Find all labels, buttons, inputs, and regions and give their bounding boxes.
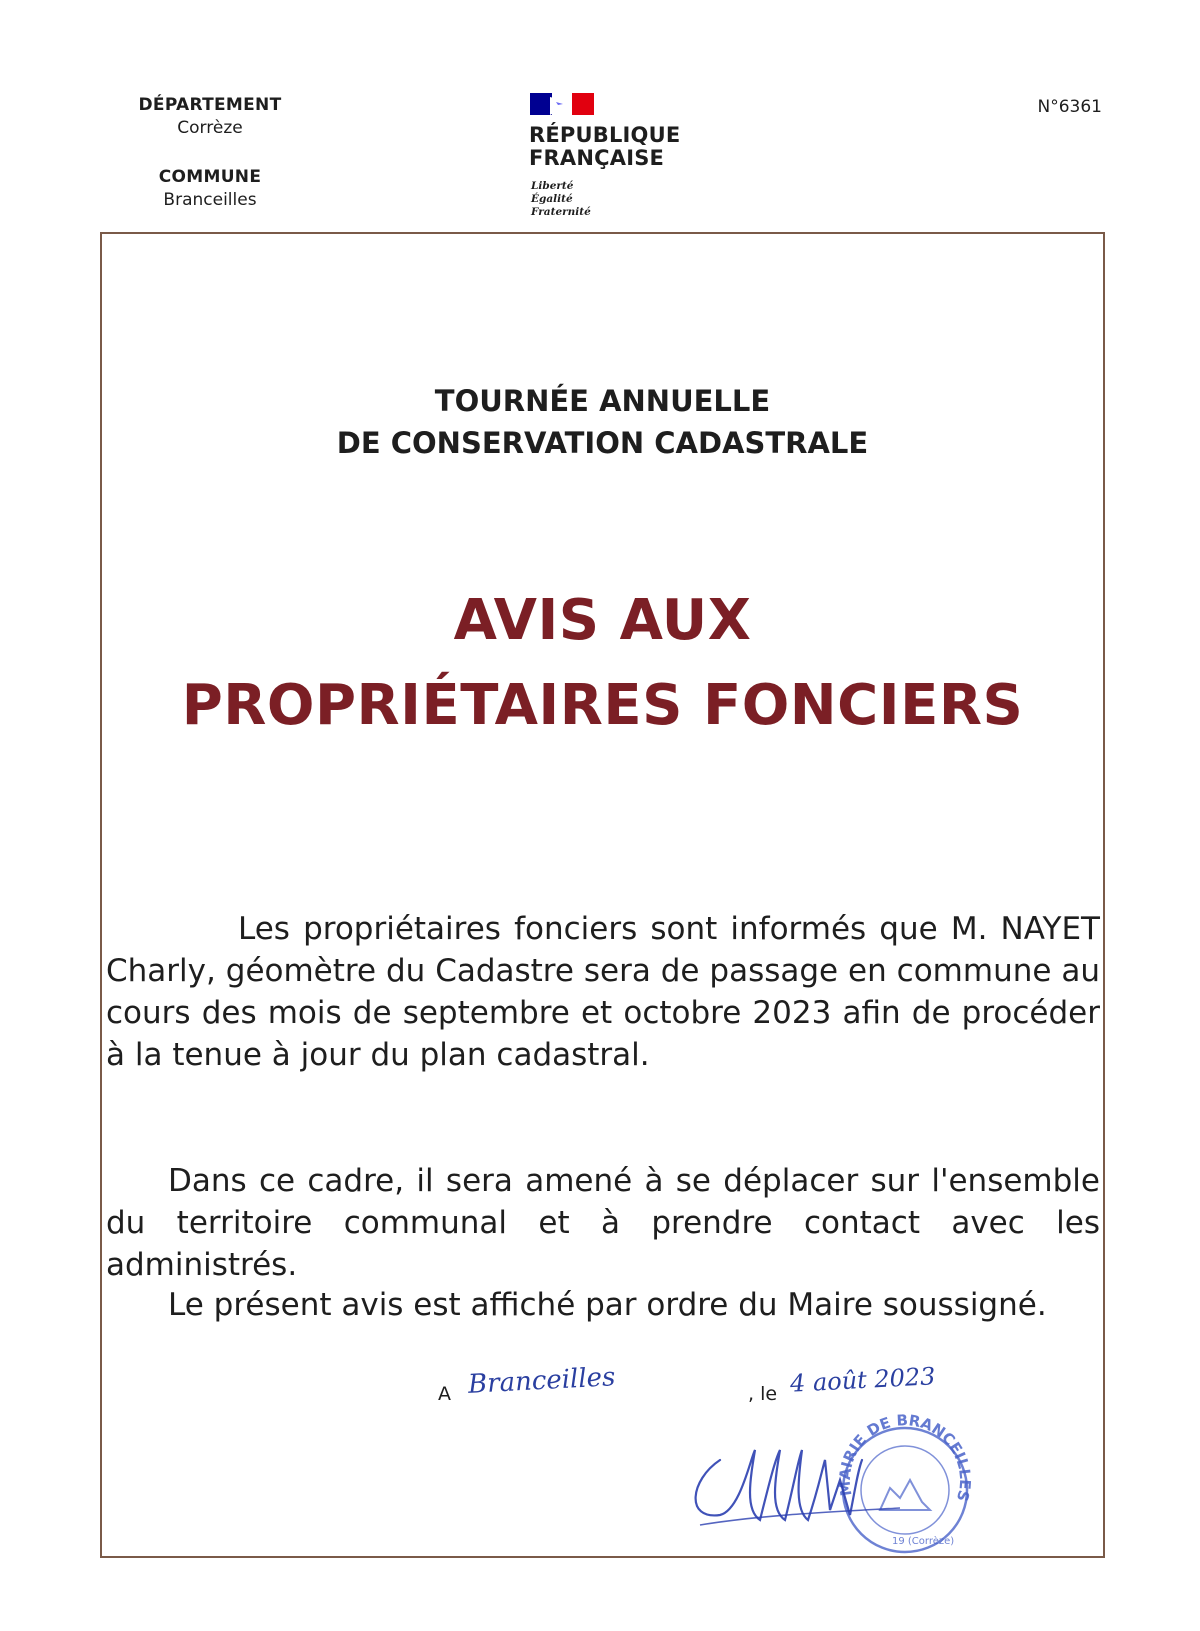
date-handwritten: 4 août 2023 [789,1362,937,1398]
motto-liberte: Liberté [531,180,574,192]
notice-subtitle [100,380,1105,464]
svg-text:MAIRIE DE BRANCEILLES: MAIRIE DE BRANCEILLES [835,1411,975,1504]
subtitle-line-1: TOURNÉE ANNUELLE [434,384,771,418]
paragraph-information: Les propriétaires fonciers sont informés que M. NAYET Charly, géomètre du Cadastre sera de passage en commune au cours des mois de septembre et octobre 2023 afin de procéder à la tenue à jour du plan cadastral. [106,911,1100,1073]
motto-fraternite: Fraternité [531,206,591,218]
subtitle-line-2: DE CONSERVATION CADASTRALE [336,426,869,460]
commune-label: COMMUNE [158,167,262,187]
commune-block [120,167,300,210]
place-prefix: A [438,1383,451,1405]
paragraph-context: Dans ce cadre, il sera amené à se déplacer sur l'ensemble du territoire communal et à prendre contact avec les administrés. [106,1163,1100,1283]
date-prefix: , le [748,1383,778,1405]
republic-line-1: RÉPUBLIQUE [529,123,681,147]
motto-egalite: Égalité [531,193,573,205]
department-label: DÉPARTEMENT [138,95,282,115]
republic-title [529,124,680,170]
paragraph-posting-order: Le présent avis est affiché par ordre du Maire soussigné. [168,1287,1047,1323]
title-line-1: AVIS AUX [453,588,752,653]
svg-text:19 (Corrèze): 19 (Corrèze) [892,1536,955,1547]
commune-value: Branceilles [163,190,257,210]
republic-line-2: FRANÇAISE [529,146,665,170]
notice-title [100,578,1105,748]
department-value: Corrèze [177,118,243,138]
marianne-flag-icon [530,93,594,115]
republic-motto [531,180,591,219]
department-block [120,95,300,138]
place-handwritten: Branceilles [467,1362,617,1400]
reference-number: N°6361 [1037,97,1102,117]
mayor-signature [680,1420,920,1540]
title-line-2: PROPRIÉTAIRES FONCIERS [181,673,1024,738]
